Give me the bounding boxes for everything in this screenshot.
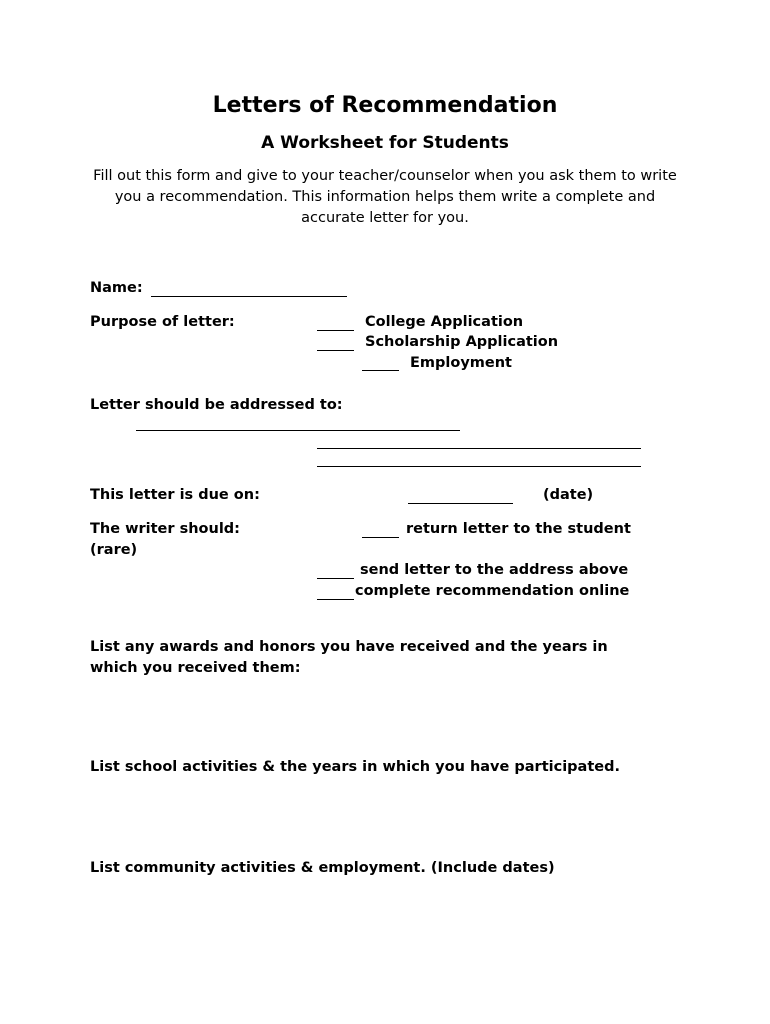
- writer-rare-note: (rare): [90, 542, 138, 558]
- awards-prompt: List any awards and honors you have received and the years in which you received them:: [90, 639, 608, 676]
- due-date-hint: (date): [543, 487, 594, 503]
- purpose-scholarship-blank[interactable]: [317, 350, 354, 351]
- document-subtitle: A Worksheet for Students: [261, 133, 509, 153]
- writer-option-online: complete recommendation online: [355, 583, 630, 599]
- writer-online-blank[interactable]: [317, 599, 354, 600]
- purpose-option-scholarship: Scholarship Application: [365, 334, 559, 350]
- name-label: Name:: [90, 280, 143, 296]
- name-blank[interactable]: [151, 296, 347, 297]
- intro-paragraph: Fill out this form and give to your teacher/counselor when you ask them to write you a recommendation. This information helps them write a complete and accurate letter for you.: [93, 168, 677, 226]
- address-label: Letter should be addressed to:: [90, 397, 343, 413]
- address-line-1[interactable]: [136, 430, 460, 431]
- school-activities-prompt: List school activities & the years in which you have participated.: [90, 759, 620, 775]
- writer-label: The writer should:: [90, 521, 240, 537]
- address-line-2[interactable]: [317, 448, 641, 449]
- purpose-option-college: College Application: [365, 314, 524, 330]
- document-title: Letters of Recommendation: [212, 93, 558, 118]
- due-date-blank[interactable]: [408, 503, 513, 504]
- community-activities-prompt: List community activities & employment. (Include dates): [90, 860, 555, 876]
- writer-option-return: return letter to the student: [406, 521, 631, 537]
- writer-option-send: send letter to the address above: [360, 562, 629, 578]
- purpose-label: Purpose of letter:: [90, 314, 235, 330]
- writer-send-blank[interactable]: [317, 578, 354, 579]
- due-label: This letter is due on:: [90, 487, 260, 503]
- address-line-3[interactable]: [317, 466, 641, 467]
- purpose-employment-blank[interactable]: [362, 370, 399, 371]
- writer-return-blank[interactable]: [362, 537, 399, 538]
- purpose-college-blank[interactable]: [317, 330, 354, 331]
- purpose-option-employment: Employment: [410, 355, 512, 371]
